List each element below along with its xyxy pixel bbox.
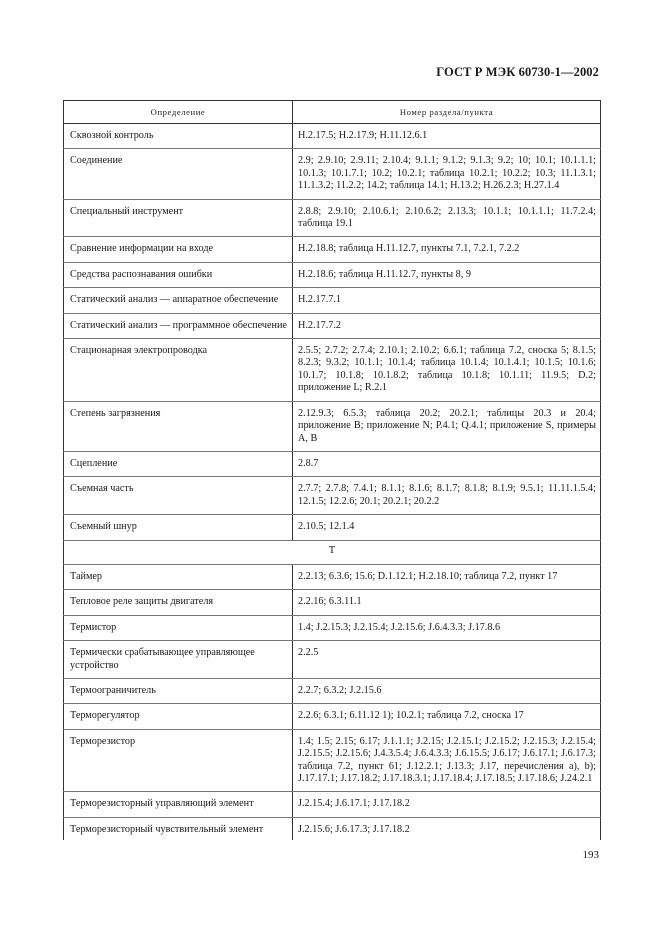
section-ref-cell: J.2.15.4; J.6.17.1; J.17.18.2 (293, 792, 601, 817)
term-cell: Соединение (64, 149, 293, 199)
column-header-section-number: Номер раздела/пункта (293, 101, 601, 124)
term-cell: Статический анализ — аппаратное обеспечение (64, 288, 293, 313)
table-header-row (64, 101, 601, 124)
section-ref-cell: 2.12.9.3; 6.5.3; таблица 20.2; 20.2.1; таблицы 20.3 и 20.4; приложение В; приложение N; Р.4.1; Q.4.1; приложение S, примеры А, В (293, 401, 601, 451)
table-row (64, 199, 601, 237)
table-row (64, 678, 601, 703)
table-row (64, 124, 601, 149)
section-ref-cell: 2.2.6; 6.3.1; 6.11.12 1); 10.2.1; таблица 7.2, сноска 17 (293, 704, 601, 729)
table-row (64, 288, 601, 313)
term-cell: Термоограничитель (64, 678, 293, 703)
page-number: 193 (582, 849, 599, 861)
term-cell: Терморегулятор (64, 704, 293, 729)
table-row (64, 615, 601, 640)
table-row (64, 262, 601, 287)
term-cell: Средства распознавания ошибки (64, 262, 293, 287)
term-cell: Терморезистор (64, 729, 293, 792)
section-ref-cell: Н.2.18.6; таблица Н.11.12.7, пункты 8, 9 (293, 262, 601, 287)
section-ref-cell: Н.2.17.7.1 (293, 288, 601, 313)
section-letter: Т (64, 540, 601, 564)
table-row (64, 641, 601, 679)
table-row (64, 729, 601, 792)
term-cell: Съемный шнур (64, 515, 293, 540)
section-ref-cell: J.2.15.6; J.6.17.3; J.17.18.2 (293, 817, 601, 840)
column-header-definition: Определение (64, 101, 293, 124)
term-cell: Степень загрязнения (64, 401, 293, 451)
term-cell: Терморезисторный управляющий элемент (64, 792, 293, 817)
section-ref-cell: 2.5.5; 2.7.2; 2.7.4; 2.10.1; 2.10.2; 6.6.1; таблица 7.2, сноска 5; 8.1.5; 8.2.3; 9.3.2; 10.1.1; 10.1.4; таблица 10.1.4; 10.1.4.1; 10.1.5; 10.1.6; 10.1.7; 10.1.8; 10.1.8.2; таблица 10.1.8; 10.1.11; 11.9.5; D.2; приложение L; R.2.1 (293, 339, 601, 402)
table-row (64, 313, 601, 338)
section-ref-cell: Н.2.18.8; таблица Н.11.12.7, пункты 7.1, 7.2.1, 7.2.2 (293, 237, 601, 262)
section-ref-cell: 2.2.5 (293, 641, 601, 679)
table-row (64, 704, 601, 729)
term-cell: Таймер (64, 564, 293, 589)
table-row (64, 451, 601, 476)
section-ref-cell: Н.2.17.5; Н.2.17.9; Н.11.12.6.1 (293, 124, 601, 149)
table-row (64, 339, 601, 402)
table-row (64, 590, 601, 615)
section-ref-cell: 2.9; 2.9.10; 2.9.11; 2.10.4; 9.1.1; 9.1.2; 9.1.3; 9.2; 10; 10.1; 10.1.1.1; 10.1.3; 10.1.7.1; 10.2; 10.2.1; таблица 10.2.1; 10.2.2; 10.3; 11.1.3.1; 11.1.3.2; 11.2.2; 14.2; таблица 14.1; Н.13.2; Н.26.2.3; Н.27.1.4 (293, 149, 601, 199)
section-ref-cell: 2.7.7; 2.7.8; 7.4.1; 8.1.1; 8.1.6; 8.1.7; 8.1.8; 8.1.9; 9.5.1; 11.11.1.5.4; 12.1.5; 12.2.6; 20.1; 20.2.1; 20.2.2 (293, 477, 601, 515)
section-ref-cell: 2.8.7 (293, 451, 601, 476)
term-cell: Специальный инструмент (64, 199, 293, 237)
table-row (64, 477, 601, 515)
term-cell: Сцепление (64, 451, 293, 476)
table-row (64, 401, 601, 451)
section-ref-cell: Н.2.17.7.2 (293, 313, 601, 338)
section-ref-cell: 2.8.8; 2.9.10; 2.10.6.1; 2.10.6.2; 2.13.3; 10.1.1; 10.1.1.1; 11.7.2.4; таблица 19.1 (293, 199, 601, 237)
table-row (64, 792, 601, 817)
table-row (64, 515, 601, 540)
section-ref-cell: 2.2.13; 6.3.6; 15.6; D.1.12.1; Н.2.18.10; таблица 7.2, пункт 17 (293, 564, 601, 589)
table-body (64, 124, 601, 841)
section-ref-cell: 1.4; 1.5; 2.15; 6.17; J.1.1.1; J.2.15; J.2.15.1; J.2.15.2; J.2.15.3; J.2.15.4; J.2.15.5; J.2.15.6; J.4.3.5.4; J.6.4.3.3; J.6.15.5; J.6.17; J.6.17.1; J.6.17.3; таблица 7.2, пункт 61; J.12.2.1; J.13.3; J.17, перечисления а), b); J.17.17.1; J.17.18.2; J.17.18.3.1; J.17.18.4; J.17.18.5; J.17.18.6; J.24.2.1 (293, 729, 601, 792)
term-cell: Термистор (64, 615, 293, 640)
term-cell: Стационарная электропроводка (64, 339, 293, 402)
term-cell: Сквозной контроль (64, 124, 293, 149)
document-header: ГОСТ Р МЭК 60730-1—2002 (436, 65, 599, 79)
table-row (64, 237, 601, 262)
section-ref-cell: 2.2.7; 6.3.2; J.2.15.6 (293, 678, 601, 703)
term-cell: Терморезисторный чувствительный элемент (64, 817, 293, 840)
section-ref-cell: 2.2.16; 6.3.11.1 (293, 590, 601, 615)
term-cell: Тепловое реле защиты двигателя (64, 590, 293, 615)
term-cell: Сравнение информации на входе (64, 237, 293, 262)
term-cell: Статический анализ — программное обеспечение (64, 313, 293, 338)
index-table (63, 100, 601, 840)
section-ref-cell: 1.4; J.2.15.3; J.2.15.4; J.2.15.6; J.6.4.3.3; J.17.8.6 (293, 615, 601, 640)
section-letter-row (64, 540, 601, 564)
table-row (64, 817, 601, 840)
term-cell: Съемная часть (64, 477, 293, 515)
section-ref-cell: 2.10.5; 12.1.4 (293, 515, 601, 540)
table-row (64, 149, 601, 199)
table-row (64, 564, 601, 589)
term-cell: Термически срабатывающее управляющее устройство (64, 641, 293, 679)
